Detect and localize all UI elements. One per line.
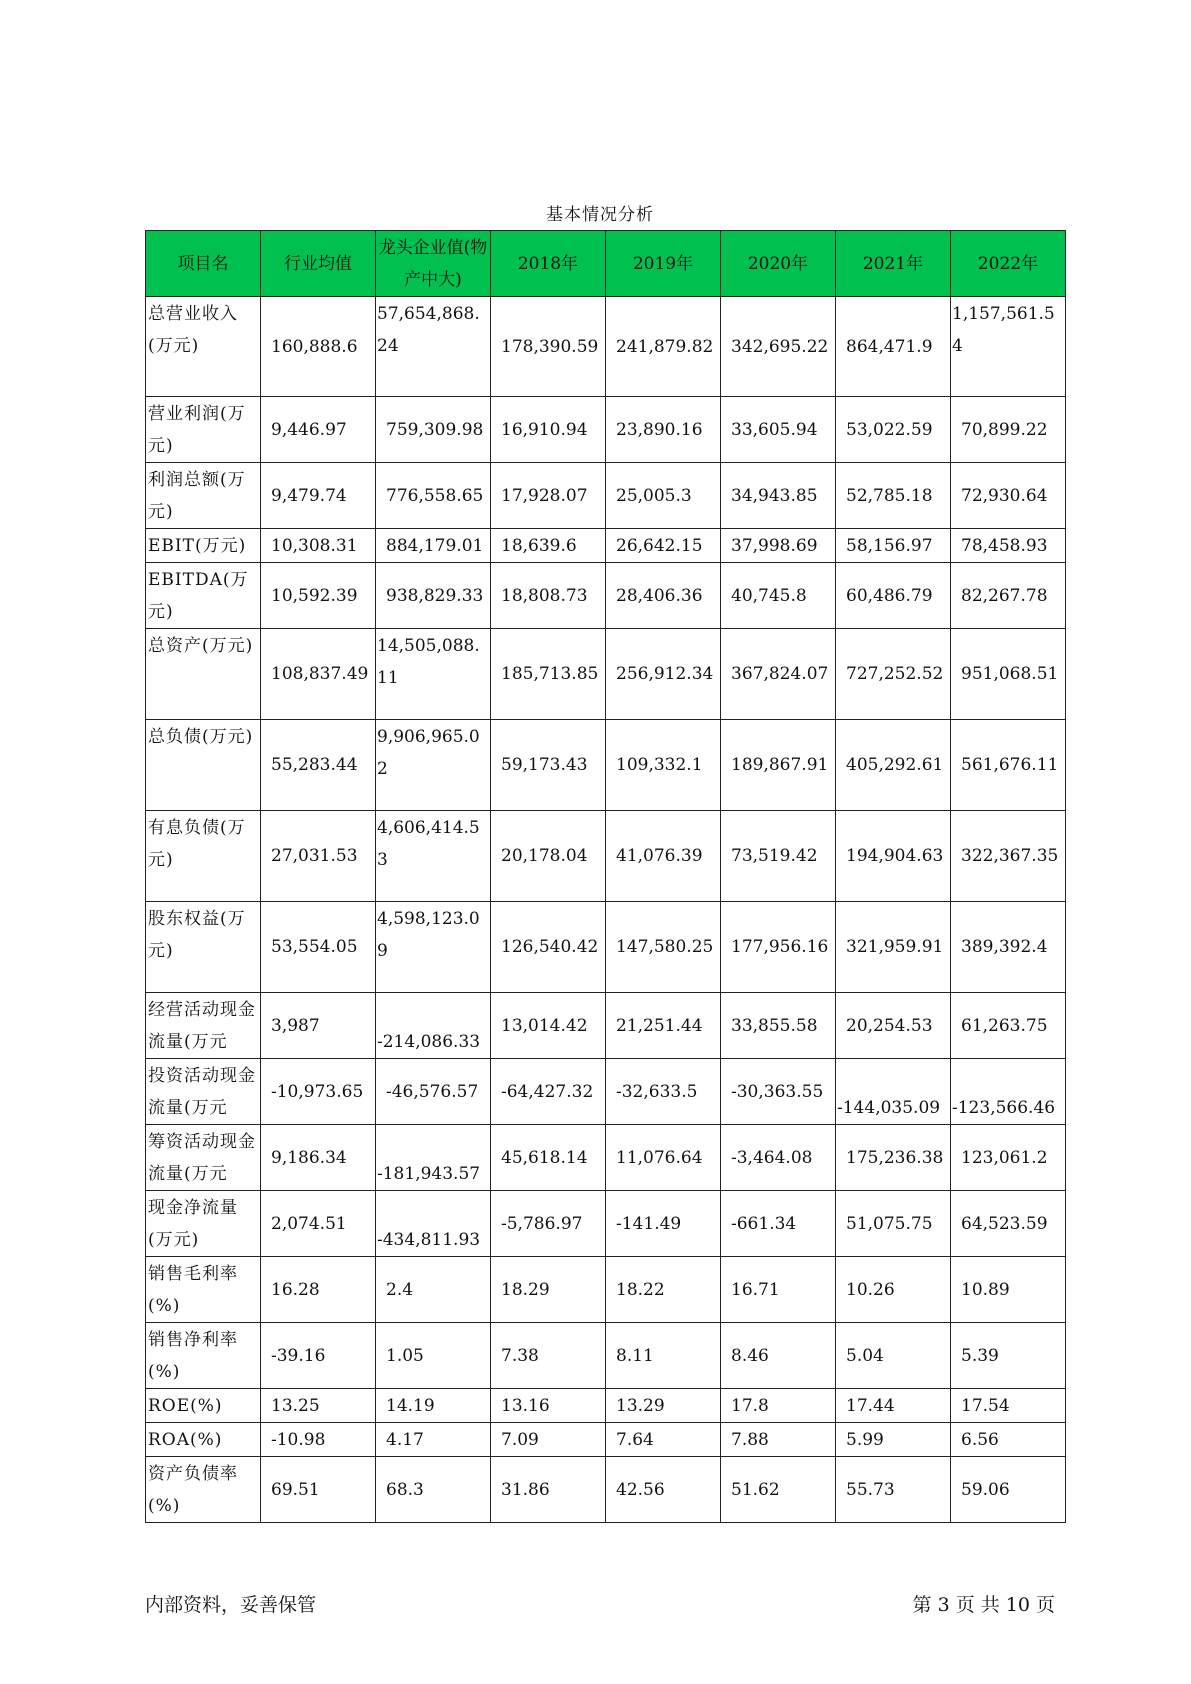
value-cell: -39.16 bbox=[261, 1323, 376, 1389]
table-row bbox=[146, 993, 1066, 1059]
value-cell: 34,943.85 bbox=[721, 463, 836, 529]
value-cell: -661.34 bbox=[721, 1191, 836, 1257]
value-cell: 322,367.35 bbox=[951, 811, 1066, 902]
value-cell: 175,236.38 bbox=[836, 1125, 951, 1191]
value-cell: 7.64 bbox=[606, 1423, 721, 1457]
value-cell: 31.86 bbox=[491, 1457, 606, 1523]
value-cell: -10.98 bbox=[261, 1423, 376, 1457]
value-cell: 13,014.42 bbox=[491, 993, 606, 1059]
table-row bbox=[146, 720, 1066, 811]
value-cell: 58,156.97 bbox=[836, 529, 951, 563]
value-cell: 16.28 bbox=[261, 1257, 376, 1323]
value-cell: 5.04 bbox=[836, 1323, 951, 1389]
row-label: 销售毛利率(%) bbox=[146, 1257, 261, 1323]
row-label: 投资活动现金流量(万元 bbox=[146, 1059, 261, 1125]
value-cell: 759,309.98 bbox=[376, 397, 491, 463]
value-cell: 4.17 bbox=[376, 1423, 491, 1457]
value-cell: 17.44 bbox=[836, 1389, 951, 1423]
value-cell: 342,695.22 bbox=[721, 297, 836, 397]
value-cell: 7.38 bbox=[491, 1323, 606, 1389]
value-cell: 28,406.36 bbox=[606, 563, 721, 629]
row-label: 总营业收入(万元) bbox=[146, 297, 261, 397]
row-label: EBIT(万元) bbox=[146, 529, 261, 563]
table-row bbox=[146, 297, 1066, 397]
value-cell: 561,676.11 bbox=[951, 720, 1066, 811]
value-cell: 776,558.65 bbox=[376, 463, 491, 529]
value-cell: 321,959.91 bbox=[836, 902, 951, 993]
value-cell: -181,943.57 bbox=[376, 1125, 491, 1191]
value-cell: 9,186.34 bbox=[261, 1125, 376, 1191]
value-cell: -10,973.65 bbox=[261, 1059, 376, 1125]
value-cell: 2.4 bbox=[376, 1257, 491, 1323]
value-cell: 55,283.44 bbox=[261, 720, 376, 811]
table-body bbox=[146, 297, 1066, 1523]
value-cell: 18.22 bbox=[606, 1257, 721, 1323]
table-row bbox=[146, 563, 1066, 629]
value-cell: 51.62 bbox=[721, 1457, 836, 1523]
value-cell: 45,618.14 bbox=[491, 1125, 606, 1191]
value-cell: 13.16 bbox=[491, 1389, 606, 1423]
table-row bbox=[146, 1423, 1066, 1457]
value-cell: 7.09 bbox=[491, 1423, 606, 1457]
value-cell: 17.8 bbox=[721, 1389, 836, 1423]
value-cell: 14,505,088.11 bbox=[376, 629, 491, 720]
value-cell: 16.71 bbox=[721, 1257, 836, 1323]
value-cell: 7.88 bbox=[721, 1423, 836, 1457]
header-item-name: 项目名 bbox=[146, 231, 261, 297]
value-cell: 20,178.04 bbox=[491, 811, 606, 902]
value-cell: 18,639.6 bbox=[491, 529, 606, 563]
value-cell: 6.56 bbox=[951, 1423, 1066, 1457]
header-leader: 龙头企业值(物产中大) bbox=[376, 231, 491, 297]
value-cell: 59,173.43 bbox=[491, 720, 606, 811]
value-cell: 9,906,965.02 bbox=[376, 720, 491, 811]
value-cell: 727,252.52 bbox=[836, 629, 951, 720]
value-cell: 8.11 bbox=[606, 1323, 721, 1389]
header-industry-avg: 行业均值 bbox=[261, 231, 376, 297]
table-row bbox=[146, 1059, 1066, 1125]
footer-confidential: 内部资料，妥善保管 bbox=[145, 1594, 317, 1616]
table-row bbox=[146, 1389, 1066, 1423]
value-cell: 389,392.4 bbox=[951, 902, 1066, 993]
value-cell: 177,956.16 bbox=[721, 902, 836, 993]
row-label: 销售净利率(%) bbox=[146, 1323, 261, 1389]
header-2018: 2018年 bbox=[491, 231, 606, 297]
value-cell: 9,446.97 bbox=[261, 397, 376, 463]
value-cell: 10,308.31 bbox=[261, 529, 376, 563]
value-cell: -64,427.32 bbox=[491, 1059, 606, 1125]
value-cell: 69.51 bbox=[261, 1457, 376, 1523]
row-label: 利润总额(万元) bbox=[146, 463, 261, 529]
value-cell: 64,523.59 bbox=[951, 1191, 1066, 1257]
row-label: 股东权益(万元) bbox=[146, 902, 261, 993]
table-title: 基本情况分析 bbox=[546, 205, 654, 225]
value-cell: 126,540.42 bbox=[491, 902, 606, 993]
value-cell: 26,642.15 bbox=[606, 529, 721, 563]
footer-page-number: 第 3 页 共 10 页 bbox=[912, 1594, 1055, 1616]
value-cell: 11,076.64 bbox=[606, 1125, 721, 1191]
table-row bbox=[146, 1323, 1066, 1389]
value-cell: 367,824.07 bbox=[721, 629, 836, 720]
value-cell: 256,912.34 bbox=[606, 629, 721, 720]
row-label: ROE(%) bbox=[146, 1389, 261, 1423]
value-cell: -32,633.5 bbox=[606, 1059, 721, 1125]
value-cell: 13.25 bbox=[261, 1389, 376, 1423]
row-label: 资产负债率(%) bbox=[146, 1457, 261, 1523]
value-cell: 160,888.6 bbox=[261, 297, 376, 397]
row-label: 现金净流量(万元) bbox=[146, 1191, 261, 1257]
value-cell: 21,251.44 bbox=[606, 993, 721, 1059]
value-cell: 10,592.39 bbox=[261, 563, 376, 629]
table-row bbox=[146, 629, 1066, 720]
value-cell: 108,837.49 bbox=[261, 629, 376, 720]
table-row bbox=[146, 529, 1066, 563]
value-cell: 884,179.01 bbox=[376, 529, 491, 563]
value-cell: 17,928.07 bbox=[491, 463, 606, 529]
value-cell: 123,061.2 bbox=[951, 1125, 1066, 1191]
value-cell: 4,598,123.09 bbox=[376, 902, 491, 993]
value-cell: 864,471.9 bbox=[836, 297, 951, 397]
value-cell: 41,076.39 bbox=[606, 811, 721, 902]
value-cell: -141.49 bbox=[606, 1191, 721, 1257]
value-cell: 23,890.16 bbox=[606, 397, 721, 463]
value-cell: 5.39 bbox=[951, 1323, 1066, 1389]
value-cell: 189,867.91 bbox=[721, 720, 836, 811]
value-cell: 61,263.75 bbox=[951, 993, 1066, 1059]
analysis-table bbox=[145, 230, 1066, 1523]
value-cell: 405,292.61 bbox=[836, 720, 951, 811]
row-label: ROA(%) bbox=[146, 1423, 261, 1457]
value-cell: 40,745.8 bbox=[721, 563, 836, 629]
header-row bbox=[146, 231, 1066, 297]
value-cell: 951,068.51 bbox=[951, 629, 1066, 720]
value-cell: 2,074.51 bbox=[261, 1191, 376, 1257]
table-row bbox=[146, 1191, 1066, 1257]
value-cell: 147,580.25 bbox=[606, 902, 721, 993]
value-cell: -3,464.08 bbox=[721, 1125, 836, 1191]
value-cell: 178,390.59 bbox=[491, 297, 606, 397]
value-cell: 4,606,414.53 bbox=[376, 811, 491, 902]
row-label: EBITDA(万元) bbox=[146, 563, 261, 629]
table-row bbox=[146, 811, 1066, 902]
value-cell: -214,086.33 bbox=[376, 993, 491, 1059]
value-cell: -46,576.57 bbox=[376, 1059, 491, 1125]
table-row bbox=[146, 1457, 1066, 1523]
row-label: 总负债(万元) bbox=[146, 720, 261, 811]
value-cell: 55.73 bbox=[836, 1457, 951, 1523]
value-cell: 37,998.69 bbox=[721, 529, 836, 563]
value-cell: 18.29 bbox=[491, 1257, 606, 1323]
value-cell: 52,785.18 bbox=[836, 463, 951, 529]
value-cell: -123,566.46 bbox=[951, 1059, 1066, 1125]
value-cell: 10.26 bbox=[836, 1257, 951, 1323]
value-cell: 194,904.63 bbox=[836, 811, 951, 902]
header-2020: 2020年 bbox=[721, 231, 836, 297]
value-cell: 33,605.94 bbox=[721, 397, 836, 463]
value-cell: 82,267.78 bbox=[951, 563, 1066, 629]
header-2022: 2022年 bbox=[951, 231, 1066, 297]
value-cell: 18,808.73 bbox=[491, 563, 606, 629]
value-cell: 59.06 bbox=[951, 1457, 1066, 1523]
value-cell: 68.3 bbox=[376, 1457, 491, 1523]
value-cell: 27,031.53 bbox=[261, 811, 376, 902]
value-cell: 14.19 bbox=[376, 1389, 491, 1423]
value-cell: 60,486.79 bbox=[836, 563, 951, 629]
row-label: 经营活动现金流量(万元 bbox=[146, 993, 261, 1059]
value-cell: 73,519.42 bbox=[721, 811, 836, 902]
table-row bbox=[146, 1125, 1066, 1191]
value-cell: 72,930.64 bbox=[951, 463, 1066, 529]
value-cell: 109,332.1 bbox=[606, 720, 721, 811]
row-label: 有息负债(万元) bbox=[146, 811, 261, 902]
value-cell: 10.89 bbox=[951, 1257, 1066, 1323]
header-2021: 2021年 bbox=[836, 231, 951, 297]
value-cell: 57,654,868.24 bbox=[376, 297, 491, 397]
value-cell: 20,254.53 bbox=[836, 993, 951, 1059]
value-cell: 8.46 bbox=[721, 1323, 836, 1389]
row-label: 营业利润(万元) bbox=[146, 397, 261, 463]
value-cell: 938,829.33 bbox=[376, 563, 491, 629]
value-cell: 9,479.74 bbox=[261, 463, 376, 529]
value-cell: 53,022.59 bbox=[836, 397, 951, 463]
value-cell: -30,363.55 bbox=[721, 1059, 836, 1125]
value-cell: 78,458.93 bbox=[951, 529, 1066, 563]
value-cell: 185,713.85 bbox=[491, 629, 606, 720]
value-cell: 25,005.3 bbox=[606, 463, 721, 529]
row-label: 筹资活动现金流量(万元 bbox=[146, 1125, 261, 1191]
value-cell: 1.05 bbox=[376, 1323, 491, 1389]
table-row bbox=[146, 1257, 1066, 1323]
value-cell: 70,899.22 bbox=[951, 397, 1066, 463]
value-cell: -434,811.93 bbox=[376, 1191, 491, 1257]
value-cell: 1,157,561.54 bbox=[951, 297, 1066, 397]
value-cell: 3,987 bbox=[261, 993, 376, 1059]
value-cell: 241,879.82 bbox=[606, 297, 721, 397]
value-cell: 42.56 bbox=[606, 1457, 721, 1523]
value-cell: 33,855.58 bbox=[721, 993, 836, 1059]
value-cell: -5,786.97 bbox=[491, 1191, 606, 1257]
table-row bbox=[146, 902, 1066, 993]
table-row bbox=[146, 463, 1066, 529]
value-cell: 16,910.94 bbox=[491, 397, 606, 463]
value-cell: 51,075.75 bbox=[836, 1191, 951, 1257]
value-cell: -144,035.09 bbox=[836, 1059, 951, 1125]
row-label: 总资产(万元) bbox=[146, 629, 261, 720]
table-row bbox=[146, 397, 1066, 463]
value-cell: 13.29 bbox=[606, 1389, 721, 1423]
header-2019: 2019年 bbox=[606, 231, 721, 297]
value-cell: 53,554.05 bbox=[261, 902, 376, 993]
value-cell: 5.99 bbox=[836, 1423, 951, 1457]
value-cell: 17.54 bbox=[951, 1389, 1066, 1423]
